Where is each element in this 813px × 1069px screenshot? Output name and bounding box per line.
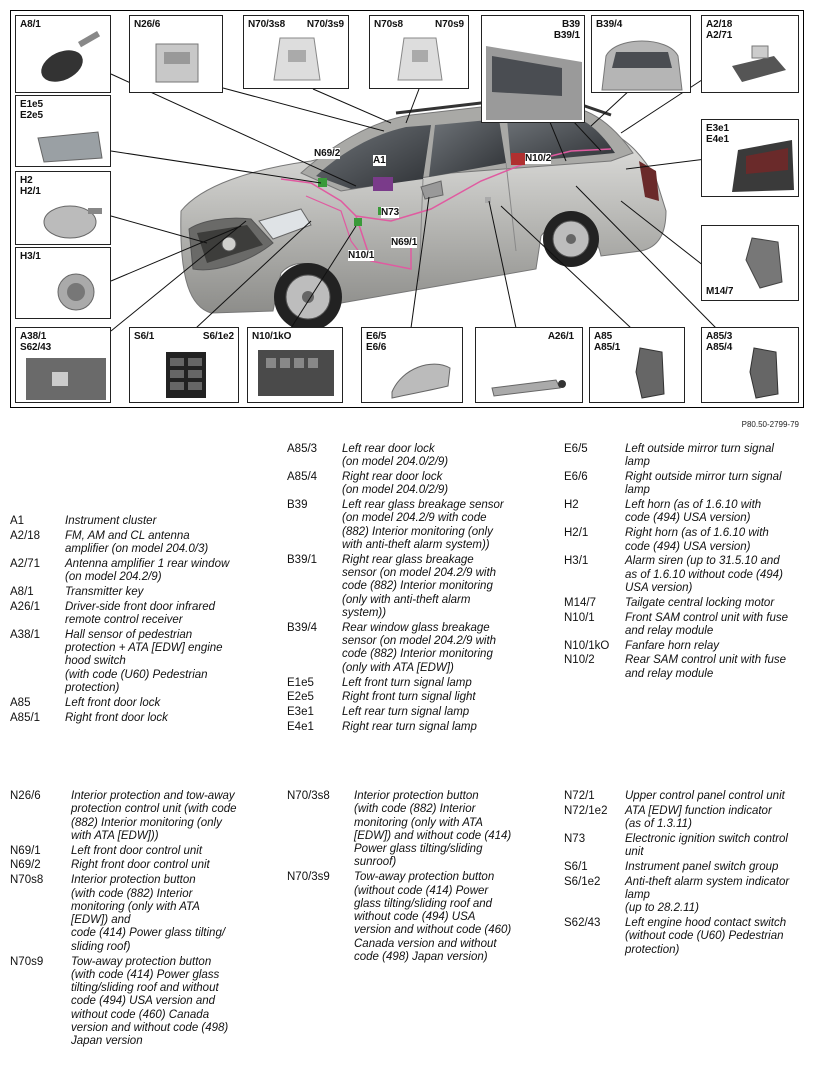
legend-description-line: monitoring (only with ATA <box>354 816 483 829</box>
callout-label-n70-3s9: N70/3s9 <box>306 19 344 30</box>
legend-code: N73 <box>564 832 586 845</box>
legend-description <box>342 691 555 704</box>
legend-description-line: amplifier (on model 204.0/3) <box>65 543 209 556</box>
legend-entry <box>10 790 280 843</box>
legend-code: E1e5 <box>287 676 314 689</box>
legend-code: N69/1 <box>10 844 41 857</box>
legend-description <box>342 443 555 470</box>
legend-entry <box>564 917 809 957</box>
legend-description-line: (on model 204.0/2/9) <box>342 484 449 497</box>
callout-label-n70s8: N70s8 <box>374 19 403 30</box>
legend-entry <box>564 790 809 803</box>
callout-label-a85-1: A85/1 <box>594 342 621 353</box>
legend-description-line: FM, AM and CL antenna <box>65 529 190 542</box>
legend-description-line: Left front door lock <box>65 696 161 709</box>
callout-label-b39-1: B39/1 <box>553 30 580 41</box>
legend-description-line: version and without code (498) <box>71 1022 229 1035</box>
legend-description-line: unit <box>625 846 644 859</box>
legend-description-line: sensor (on model 204.2/9 with <box>342 567 497 580</box>
callout-label-n70s9: N70s9 <box>435 19 464 30</box>
callout-label-e4e1: E4e1 <box>706 134 729 145</box>
car-label-n73: N73 <box>381 207 400 218</box>
legend-description-line: code (498) Japan version) <box>354 951 488 964</box>
legend-description-line: Instrument cluster <box>65 515 157 527</box>
callout-label-b39: B39 <box>561 19 580 30</box>
legend-top-col3 <box>564 443 809 683</box>
legend-entry <box>287 721 555 734</box>
legend-description-line: (with code (882) Interior <box>71 887 193 900</box>
legend-description-line: lamp <box>625 484 650 497</box>
legend-code: A8/1 <box>10 585 34 598</box>
legend-description-line: Tow-away protection button <box>354 871 495 884</box>
legend-description <box>625 833 809 860</box>
callout-label-h2: H2 <box>20 175 33 186</box>
legend-description-line: Interior protection button <box>71 874 196 887</box>
legend-code: N70/3s8 <box>287 790 330 802</box>
legend-description <box>65 586 272 599</box>
callout-label-h2-1: H2/1 <box>20 186 41 197</box>
legend-description-line: hood switch <box>65 655 126 668</box>
legend-description-line: Right horn (as of 1.6.10 with <box>625 527 769 540</box>
callout-label-e2e5: E2e5 <box>20 110 43 121</box>
legend-description-line: (without code (414) Power <box>354 884 489 897</box>
legend-description <box>71 874 280 954</box>
legend-description-line: protection + ATA [EDW] engine <box>65 642 223 655</box>
legend-description <box>625 471 809 498</box>
legend-description-line: lamp <box>625 456 650 469</box>
legend-description-line: Electronic ignition switch control <box>625 832 788 845</box>
legend-code: N72/1e2 <box>564 804 608 817</box>
callout-label-s6-1: S6/1 <box>134 331 155 342</box>
legend-description-line: Interior protection and tow-away <box>71 790 235 802</box>
legend-entry <box>287 622 555 675</box>
legend-top-col1 <box>10 515 272 726</box>
callout-a85 <box>589 327 685 403</box>
callout-n70 <box>369 15 469 89</box>
legend-description-line: protection) <box>625 943 680 956</box>
legend-description <box>625 555 809 595</box>
legend-description <box>625 861 809 874</box>
callout-s6-1 <box>129 327 239 403</box>
legend-code: B39 <box>287 499 308 512</box>
callout-label-m14-7: M14/7 <box>706 286 734 297</box>
legend-entry <box>10 845 280 858</box>
legend-entry <box>564 597 809 610</box>
legend-description-line: code (882) Interior monitoring <box>342 580 493 593</box>
car-label-n69-2: N69/2 <box>314 148 341 159</box>
legend-description-line: [EDW]) and without code (414) <box>354 829 512 842</box>
rear-glass-sensor-icon <box>482 16 585 123</box>
legend-description-line: and relay module <box>625 624 714 637</box>
legend-code: H2 <box>564 499 579 512</box>
legend-description <box>625 876 809 916</box>
legend-description-line: remote control receiver <box>65 614 183 627</box>
legend-description-line: (up to 28.2.11) <box>625 902 699 915</box>
legend-description <box>71 845 280 858</box>
legend-description-line: Power glass tilting/sliding <box>354 843 483 856</box>
hood-switch-icon <box>16 328 111 403</box>
rear-door-lock-icon <box>702 328 799 403</box>
legend-description-line: code (414) Power glass tilting/ <box>71 927 226 940</box>
legend-description-line: sensor (on model 204.2/9 with <box>342 635 497 648</box>
car-label-n10-1: N10/1 <box>348 250 375 261</box>
legend-description-line: Transmitter key <box>65 585 144 598</box>
callout-label-a85-3: A85/3 <box>706 331 733 342</box>
legend-description <box>342 622 555 675</box>
legend-code: A85/1 <box>10 711 41 724</box>
legend-description <box>625 805 809 832</box>
legend-entry <box>564 876 809 916</box>
callout-h2 <box>15 171 111 245</box>
legend-description-line: Hall sensor of pedestrian <box>65 628 193 641</box>
legend-description <box>625 499 809 526</box>
legend-description <box>65 515 272 528</box>
legend-description <box>342 554 555 620</box>
legend-description-line: Right front door control unit <box>71 859 210 872</box>
horn-icon <box>16 172 111 245</box>
callout-label-b39-4: B39/4 <box>596 19 623 30</box>
legend-description <box>625 790 809 803</box>
legend-entry <box>287 790 555 870</box>
legend-description-line: (only with ATA [EDW]) <box>342 661 454 674</box>
legend-entry <box>10 697 272 710</box>
door-lock-icon <box>590 328 685 403</box>
callout-m14-7 <box>701 225 799 301</box>
legend-bottom-col3 <box>564 790 809 959</box>
callout-label-n70-3s8: N70/3s8 <box>248 19 286 30</box>
legend-entry <box>564 612 809 639</box>
legend-description-line: with anti-theft alarm system)) <box>342 539 490 552</box>
legend-description <box>342 721 555 734</box>
legend-description-line: ATA [EDW] function indicator <box>625 804 772 817</box>
legend-description-line: code (882) Interior monitoring <box>342 648 493 661</box>
legend-description-line: Right rear door lock <box>342 471 443 484</box>
alarm-siren-icon <box>16 248 111 319</box>
legend-code: B39/1 <box>287 553 318 566</box>
transmitter-key-icon <box>16 16 111 93</box>
legend-description-line: Alarm siren (up to 31.5.10 and <box>625 555 780 568</box>
legend-description-line: Driver-side front door infrared <box>65 600 215 613</box>
legend-description-line: Left rear door lock <box>342 443 435 455</box>
legend-code: E3e1 <box>287 706 314 719</box>
legend-description-line: Tow-away protection button <box>71 955 212 968</box>
rear-lamp-icon <box>702 120 799 197</box>
legend-code: A2/18 <box>10 529 41 542</box>
car-body <box>181 103 666 331</box>
legend-description-line: and relay module <box>625 667 714 680</box>
legend-code: N10/1kO <box>564 639 610 652</box>
legend-description-line: (only with anti-theft alarm <box>342 593 471 606</box>
legend-code: A1 <box>10 515 25 527</box>
legend-description-line: Left horn (as of 1.6.10 with <box>625 499 762 512</box>
legend-description <box>71 956 280 1049</box>
legend-description-line: Right rear turn signal lamp <box>342 720 477 733</box>
legend-code: A2/71 <box>10 557 41 570</box>
legend-description-line: code (494) USA version and <box>71 995 216 1008</box>
legend-description-line: Right front turn signal light <box>342 691 476 704</box>
legend-description <box>342 677 555 690</box>
callout-label-a38-1: A38/1 <box>20 331 47 342</box>
legend-description-line: (with code (882) Interior <box>354 803 476 816</box>
legend-entry <box>564 833 809 860</box>
legend-description <box>354 790 555 870</box>
legend-entry <box>10 586 272 599</box>
legend-description-line: (882) Interior monitoring (only <box>342 525 493 538</box>
callout-a38 <box>15 327 111 403</box>
legend-description-line: tilting/sliding roof and without <box>71 982 219 995</box>
callout-label-a2-18: A2/18 <box>706 19 733 30</box>
legend-code: A85/4 <box>287 471 318 484</box>
legend-description-line: Front SAM control unit with fuse <box>625 611 788 624</box>
legend-description-line: (without code (U60) Pedestrian <box>625 930 784 943</box>
legend-entry <box>10 956 280 1049</box>
legend-description-line: (as of 1.3.11) <box>625 818 692 831</box>
legend-description-line: monitoring (only with ATA <box>71 900 200 913</box>
legend-code: S6/1 <box>564 860 588 873</box>
legend-description-line: (with code (U60) Pedestrian <box>65 668 208 681</box>
callout-label-a2-71: A2/71 <box>706 30 733 41</box>
legend-entry <box>564 861 809 874</box>
legend-description-line: (882) Interior monitoring (only <box>71 816 222 829</box>
callout-label-a26-1: A26/1 <box>547 331 574 342</box>
legend-entry <box>564 443 809 470</box>
legend-entry <box>10 530 272 557</box>
legend-entry <box>564 499 809 526</box>
legend-entry <box>564 654 809 681</box>
callout-b39-4 <box>591 15 691 93</box>
legend-description <box>625 443 809 470</box>
legend-bottom-col2 <box>287 790 555 966</box>
legend-description-line: as of 1.6.10 without code (494) <box>625 568 783 581</box>
legend-description-line: Right outside mirror turn signal <box>625 471 782 484</box>
legend-description <box>625 597 809 610</box>
legend-description-line: USA version) <box>625 581 693 594</box>
legend-description-line: Upper control panel control unit <box>625 790 785 802</box>
callout-label-e1e5: E1e5 <box>20 99 43 110</box>
legend-description-line: [EDW]) and <box>71 914 131 927</box>
legend-description-line: Left engine hood contact switch <box>625 917 787 930</box>
callout-n26-6 <box>129 15 223 93</box>
legend-code: A85 <box>10 696 31 709</box>
legend-description-line: Left rear turn signal lamp <box>342 706 470 719</box>
legend-description <box>342 499 555 552</box>
legend-description-line: (on model 204.2/9 with code <box>342 512 487 525</box>
legend-description-line: without code (460) Canada <box>71 1008 210 1021</box>
legend-entry <box>10 515 272 528</box>
legend-description <box>71 790 280 843</box>
legend-entry <box>10 558 272 585</box>
legend-code: N70/3s9 <box>287 871 330 884</box>
legend-code: E6/5 <box>564 443 588 455</box>
legend-entry <box>287 554 555 620</box>
callout-e1e5 <box>15 95 111 167</box>
callout-e6 <box>361 327 463 403</box>
callout-label-s62-43: S62/43 <box>20 342 52 353</box>
legend-description <box>342 706 555 719</box>
car-label-n10-2: N10/2 <box>525 153 552 164</box>
infrared-receiver-icon <box>476 328 583 403</box>
legend-description-line: system)) <box>342 607 387 620</box>
car-label-a1: A1 <box>373 155 386 166</box>
legend-description-line: Japan version <box>71 1035 143 1048</box>
legend-description <box>65 697 272 710</box>
legend-entry <box>10 712 272 725</box>
legend-code: A38/1 <box>10 628 41 641</box>
legend-entry <box>287 871 555 964</box>
legend-entry <box>564 555 809 595</box>
legend-code: S62/43 <box>564 917 601 930</box>
tailgate-motor-icon <box>702 226 799 301</box>
rear-window-icon <box>592 16 691 93</box>
legend-description-line: Instrument panel switch group <box>625 860 779 873</box>
legend-description-line: Left front turn signal lamp <box>342 676 472 689</box>
legend-description <box>342 471 555 498</box>
legend-description-line: lamp <box>625 889 650 902</box>
legend-description-line: sliding roof) <box>71 940 131 953</box>
legend-code: M14/7 <box>564 596 596 609</box>
legend-code: N70s9 <box>10 955 44 968</box>
sam-relay-module-icon <box>248 328 343 403</box>
legend-description-line: Rear window glass breakage <box>342 621 490 634</box>
legend-code: B39/4 <box>287 621 318 634</box>
callout-label-n10-1ko: N10/1kO <box>252 331 292 342</box>
callout-a8-1 <box>15 15 111 93</box>
legend-description-line: Left outside mirror turn signal <box>625 443 774 455</box>
legend-description-line: glass tilting/sliding roof and <box>354 897 493 910</box>
legend-code: H2/1 <box>564 527 589 540</box>
legend-description-line: protection) <box>65 682 120 695</box>
legend-description-line: Anti-theft alarm system indicator <box>625 875 790 888</box>
legend-description <box>354 871 555 964</box>
legend-description-line: sunroof) <box>354 856 397 869</box>
callout-label-a85: A85 <box>594 331 613 342</box>
legend-entry <box>287 499 555 552</box>
legend-entry <box>10 859 280 872</box>
legend-code: E4e1 <box>287 720 314 733</box>
component-location-diagram <box>10 10 804 408</box>
legend-description <box>625 612 809 639</box>
callout-b39 <box>481 15 585 123</box>
switch-group-icon <box>130 328 239 403</box>
legend-code: N69/2 <box>10 859 41 872</box>
legend-description-line: code (494) USA version) <box>625 512 751 525</box>
legend-description <box>625 527 809 554</box>
figure-id: P80.50-2799-79 <box>741 420 799 429</box>
callout-label-a85-4: A85/4 <box>706 342 733 353</box>
legend-entry <box>287 471 555 498</box>
legend-description <box>71 859 280 872</box>
legend-entry <box>10 874 280 954</box>
overhead-button-icon <box>370 16 469 89</box>
callout-h3-1 <box>15 247 111 319</box>
legend-code: S6/1e2 <box>564 875 601 888</box>
legend-description-line: code (494) USA version) <box>625 540 751 553</box>
legend-code: N10/2 <box>564 654 595 667</box>
legend-description <box>65 601 272 628</box>
legend-description-line: with ATA [EDW])) <box>71 829 159 842</box>
callout-a2 <box>701 15 799 93</box>
legend-description-line: Interior protection button <box>354 790 479 802</box>
callout-n70-3 <box>243 15 349 89</box>
legend-description-line: Left front door control unit <box>71 844 203 857</box>
legend-entry <box>10 601 272 628</box>
legend-code: A85/3 <box>287 443 318 455</box>
legend-entry <box>564 471 809 498</box>
legend-description-line: (on model 204.2/9) <box>65 571 162 584</box>
legend-description-line: Right front door lock <box>65 711 168 724</box>
legend-code: A26/1 <box>10 600 41 613</box>
legend-description-line: protection control unit (with code <box>71 803 237 816</box>
callout-label-e3e1: E3e1 <box>706 123 729 134</box>
callout-n10-1ko <box>247 327 343 403</box>
legend-entry <box>287 443 555 470</box>
turn-signal-lamp-icon <box>16 96 111 167</box>
callout-e3e1 <box>701 119 799 197</box>
callout-label-a8-1: A8/1 <box>20 19 41 30</box>
legend-description-line: Tailgate central locking motor <box>625 596 775 609</box>
legend-description-line: Rear SAM control unit with fuse <box>625 654 787 667</box>
callout-label-n26-6: N26/6 <box>134 19 161 30</box>
legend-description <box>65 558 272 585</box>
legend-code: E2e5 <box>287 691 314 704</box>
car-label-n69-1: N69/1 <box>391 237 418 248</box>
legend-description-line: Antenna amplifier 1 rear window <box>65 557 230 570</box>
legend-description-line: without code (494) USA <box>354 911 476 924</box>
antenna-amplifier-icon <box>702 16 799 93</box>
legend-entry <box>564 527 809 554</box>
overhead-button-icon <box>244 16 349 89</box>
legend-description-line: Fanfare horn relay <box>625 639 719 652</box>
legend-code: N10/1 <box>564 611 595 624</box>
legend-entry <box>10 629 272 695</box>
legend-description <box>625 654 809 681</box>
legend-code: H3/1 <box>564 555 589 568</box>
callout-a85-3 <box>701 327 799 403</box>
legend-code: N72/1 <box>564 790 595 802</box>
legend-description-line: Canada version and without <box>354 937 497 950</box>
callout-label-s6-1e2: S6/1e2 <box>202 331 234 342</box>
legend-code: N26/6 <box>10 790 41 802</box>
legend-description-line: Left rear glass breakage sensor <box>342 499 504 512</box>
callout-label-h3-1: H3/1 <box>20 251 41 262</box>
legend-description-line: (with code (414) Power glass <box>71 968 220 981</box>
legend-description-line: version and without code (460) <box>354 924 512 937</box>
callout-label-e6-6: E6/6 <box>366 342 387 353</box>
legend-entry <box>564 640 809 653</box>
legend-entry <box>287 706 555 719</box>
legend-description-line: (on model 204.0/2/9) <box>342 456 449 469</box>
callout-label-e6-5: E6/5 <box>366 331 387 342</box>
legend-entry <box>287 677 555 690</box>
legend-description <box>625 640 809 653</box>
outside-mirror-icon <box>362 328 463 403</box>
callout-a26-1 <box>475 327 583 403</box>
legend-entry <box>564 805 809 832</box>
legend-description <box>625 917 809 957</box>
legend-code: N70s8 <box>10 874 44 887</box>
legend-description-line: Right rear glass breakage <box>342 553 474 566</box>
legend-description <box>65 629 272 695</box>
legend-description <box>65 530 272 557</box>
legend-top-col2 <box>287 443 555 736</box>
control-unit-icon <box>130 16 223 93</box>
legend-description <box>65 712 272 725</box>
legend-entry <box>287 691 555 704</box>
legend-code: E6/6 <box>564 471 588 484</box>
legend-bottom-col1 <box>10 790 280 1050</box>
